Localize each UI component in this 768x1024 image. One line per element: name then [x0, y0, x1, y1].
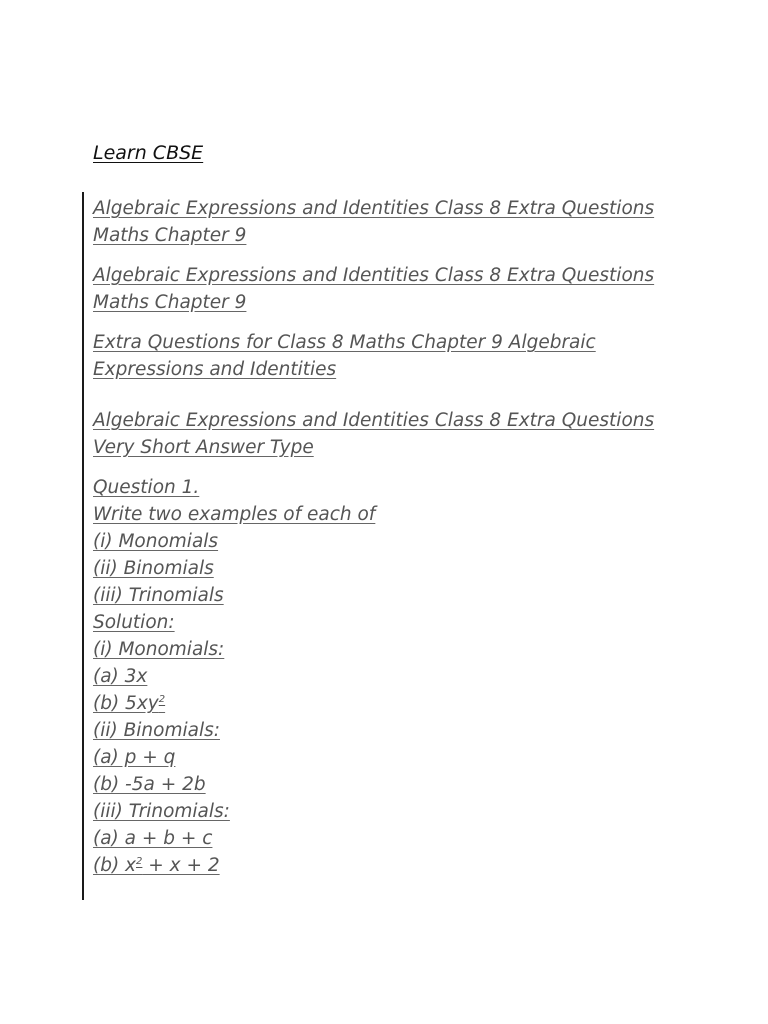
- trinomial-b-pre: (b) x: [93, 855, 137, 876]
- monomial-b-exponent: 2: [158, 693, 166, 705]
- link-chapter-title-1[interactable]: Algebraic Expressions and Identities Class 8 Extra Questions Maths Chapter 9: [93, 198, 655, 246]
- monomial-b-base: (b) 5xy: [93, 693, 159, 714]
- learn-cbse-link[interactable]: Learn CBSE: [93, 142, 204, 164]
- question-prompt: Write two examples of each of: [93, 504, 376, 525]
- left-margin-bar: [82, 192, 84, 900]
- link-extra-questions[interactable]: Extra Questions for Class 8 Maths Chapter 9 Algebraic Expressions and Identities: [93, 332, 596, 380]
- trinomials-heading: (iii) Trinomials:: [93, 801, 230, 822]
- solution-label: Solution:: [93, 612, 175, 633]
- monomial-example-a: (a) 3x: [93, 666, 148, 687]
- trinomial-example-b: [93, 852, 693, 879]
- binomials-heading: (ii) Binomials:: [93, 720, 220, 741]
- question-number: Question 1.: [93, 477, 200, 498]
- link-chapter-title-2[interactable]: Algebraic Expressions and Identities Class 8 Extra Questions Maths Chapter 9: [93, 265, 655, 313]
- binomial-example-a: (a) p + q: [93, 747, 176, 768]
- monomial-example-b: [93, 690, 693, 717]
- trinomial-b-exponent: 2: [136, 855, 143, 867]
- option-binomials: (ii) Binomials: [93, 558, 214, 579]
- binomial-example-b: (b) -5a + 2b: [93, 774, 206, 795]
- monomials-heading: (i) Monomials:: [93, 639, 225, 660]
- option-monomials: (i) Monomials: [93, 531, 219, 552]
- content-body: [93, 195, 693, 879]
- option-trinomials: (iii) Trinomials: [93, 585, 224, 606]
- link-very-short-answer[interactable]: Algebraic Expressions and Identities Class 8 Extra Questions Very Short Answer Type: [93, 410, 655, 458]
- trinomial-example-a: (a) a + b + c: [93, 828, 213, 849]
- question-block[interactable]: [93, 474, 693, 879]
- trinomial-b-post: + x + 2: [142, 855, 220, 876]
